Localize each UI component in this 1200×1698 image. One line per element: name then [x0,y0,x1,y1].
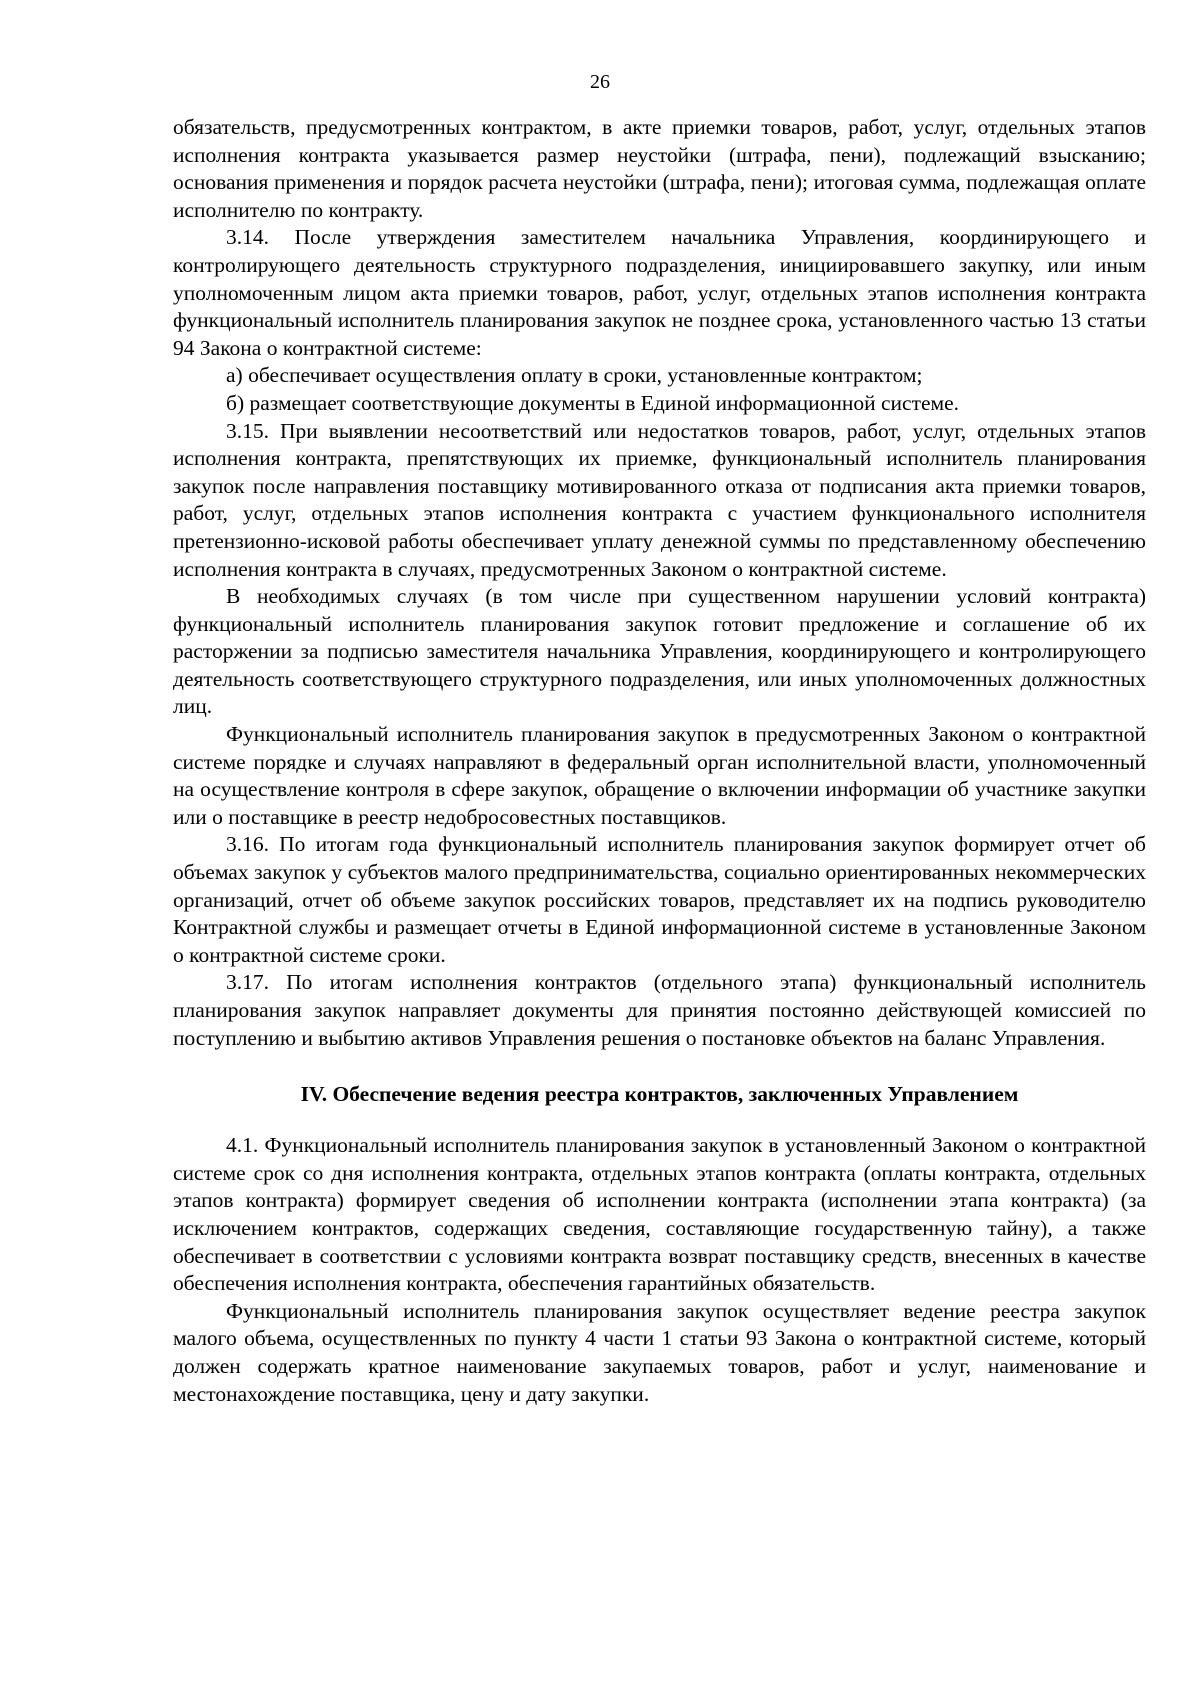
paragraph: 3.16. По итогам года функциональный исполнитель планирования закупок формирует отчет об объемах закупок у субъектов малого предпринимательства, социально ориентированных некоммерческих организаций, отчет об объеме закупок российских товаров, представляет их на подпись руководителю Контрактной службы и размещает отчеты в Единой информационной системе в установленные Законом о контрактной системе сроки. [173,832,1146,967]
page-number: 26 [590,71,610,93]
section-three-text [173,114,1146,1052]
section-four-text [173,1132,1146,1408]
paragraph: Функциональный исполнитель планирования закупок в предусмотренных Законом о контрактной системе порядке и случаях направляют в федеральный орган исполнительной власти, уполномоченный на осуществление контроля в сфере закупок, обращение о включении информации об участнике закупки или о поставщике в реестр недобросовестных поставщиков. [173,722,1146,829]
paragraph: а) обеспечивает осуществления оплату в сроки, установленные контрактом; [226,363,923,388]
paragraph: Функциональный исполнитель планирования закупок осуществляет ведение реестра закупок малого объема, осуществленных по пункту 4 части 1 статьи 93 Закона о контрактной системе, который должен содержать кратное наименование закупаемых товаров, работ и услуг, наименование и местонахождение поставщика, цену и дату закупки. [173,1298,1146,1406]
paragraph: б) размещает соответствующие документы в Единой информационной системе. [226,390,960,415]
paragraph: 4.1. Функциональный исполнитель планирования закупок в установленный Законом о контрактной системе срок со дня исполнения контракта, отдельных этапов контракта (оплаты контракта, отдельных этапов контракта) формирует сведения об исполнении контракта (исполнении этапа контракта) (за исключением контрактов, содержащих сведения, составляющие государственную тайну), а также обеспечивает в соответствии с условиями контракта возврат поставщику средств, внесенных в качестве обеспечения исполнения контракта, обеспечения гарантийных обязательств. [173,1133,1146,1296]
paragraph: 3.17. По итогам исполнения контрактов (отдельного этапа) функциональный исполнитель планирования закупок направляет документы для принятия постоянно действующей комиссией по поступлению и выбытию активов Управления решения о постановке объектов на баланс Управления. [173,970,1146,1050]
document-body [173,114,1146,1408]
paragraph: 3.15. При выявлении несоответствий или недостатков товаров, работ, услуг, отдельных этапов исполнения контракта, препятствующих их приемке, функциональный исполнитель планирования закупок после направления поставщику мотивированного отказа от подписания акта приемки товаров, работ, услуг, отдельных этапов исполнения контракта с участием функционального исполнителя претензионно-исковой работы обеспечивает уплату денежной суммы по представленному обеспечению исполнения контракта в случаях, предусмотренных Законом о контрактной системе. [173,418,1146,581]
section-heading: IV. Обеспечение ведения реестра контрактов, заключенных Управлением [300,1082,1019,1107]
paragraph: 3.14. После утверждения заместителем начальника Управления, координирующего и контролирующего деятельность структурного подразделения, инициировавшего закупку, или иным уполномоченным лицом акта приемки товаров, работ, услуг, отдельных этапов исполнения контракта функциональный исполнитель планирования закупок не позднее срока, установленного частью 13 статьи 94 Закона о контрактной системе: [173,225,1146,360]
paragraph: обязательств, предусмотренных контрактом, в акте приемки товаров, работ, услуг, отдельных этапов исполнения контракта указывается размер неустойки (штрафа, пени), подлежащий взысканию; основания применения и порядок расчета неустойки (штрафа, пени); итоговая сумма, подлежащая оплате исполнителю по контракту. [173,115,1146,222]
paragraph: В необходимых случаях (в том числе при существенном нарушении условий контракта) функциональный исполнитель планирования закупок готовит предложение и соглашение об их расторжении за подписью заместителя начальника Управления, координирующего и контролирующего деятельность соответствующего структурного подразделения, или иных уполномоченных должностных лиц. [173,584,1146,719]
